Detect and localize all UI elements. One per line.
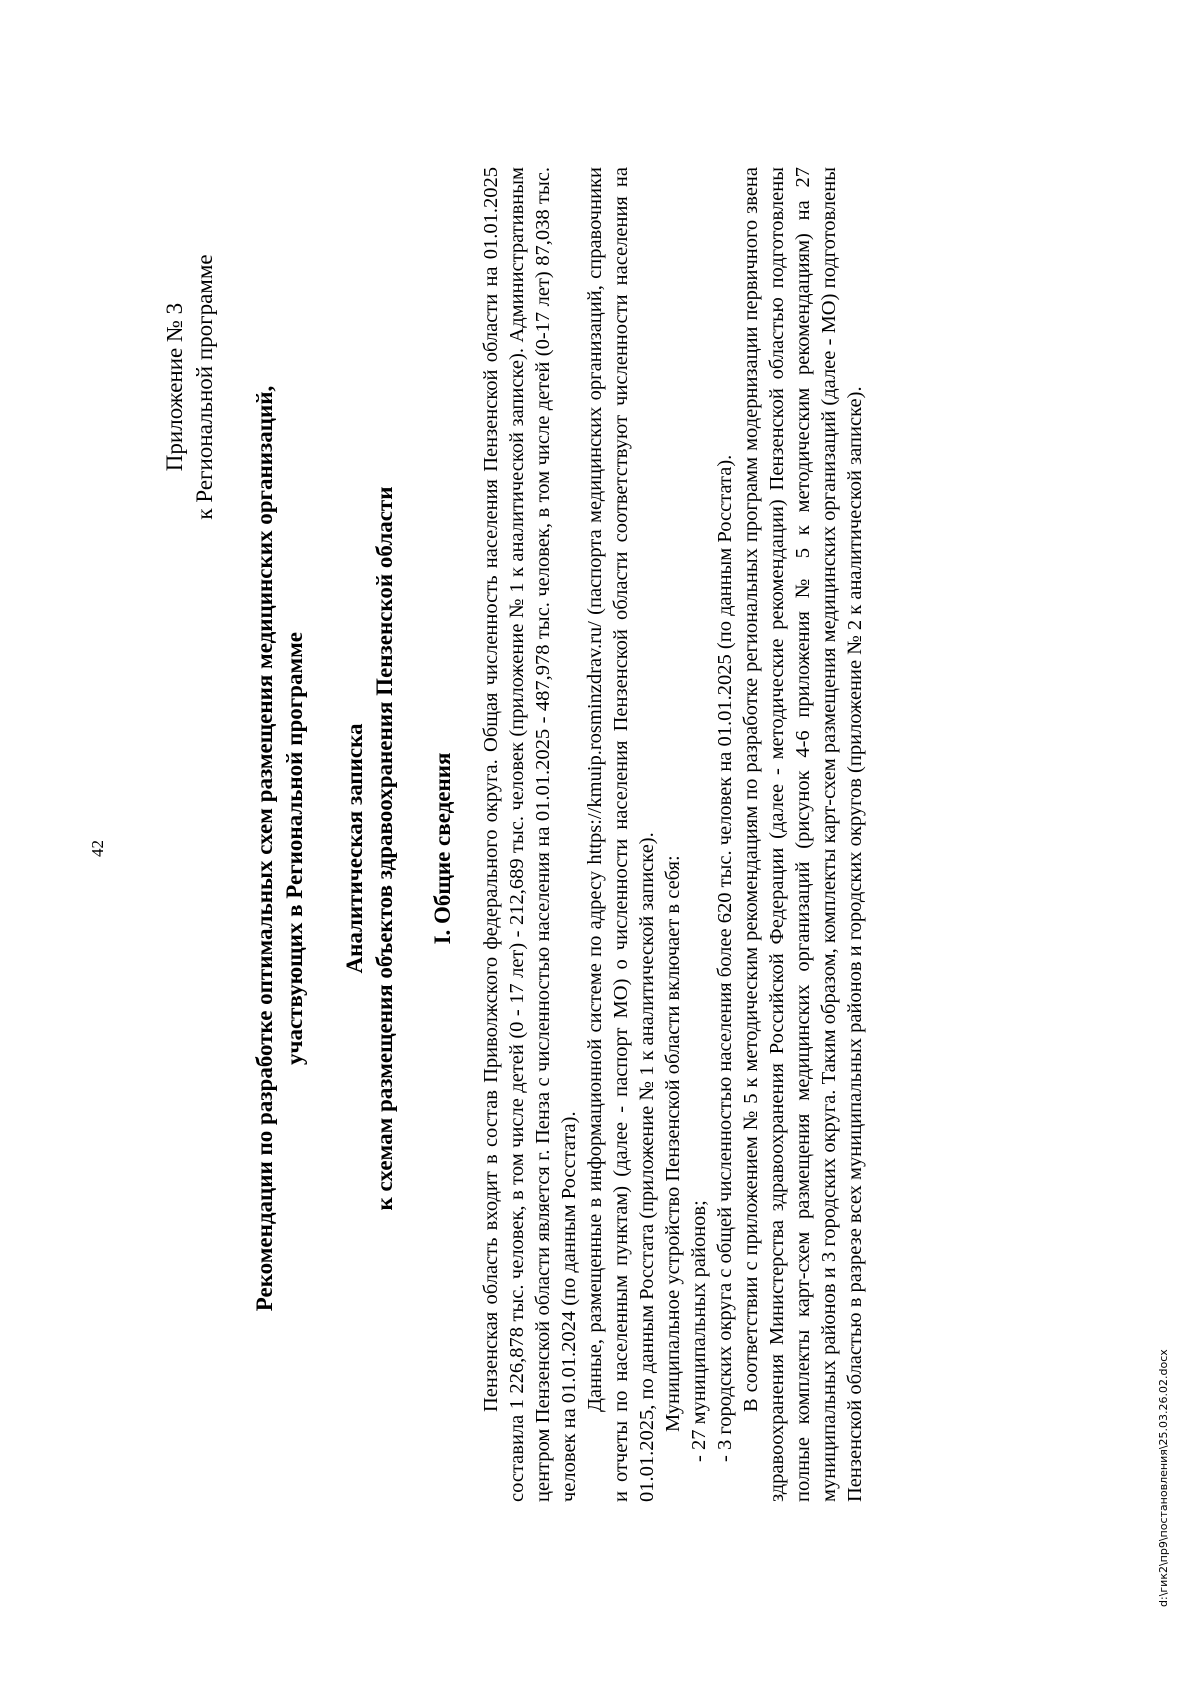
file-path-footer: d:\гик2\пр9\постановления\25.03.26.02.docx — [1157, 1349, 1170, 1607]
document-title-line-2: участвующих в Региональной программе — [282, 631, 307, 1066]
list-item-city-districts: - 3 городских округа с общей численностью населения более 620 тыс. человек на 01.01.2025 (по данным Росстата). — [714, 454, 736, 1462]
paragraph-municipal-structure: Муниципальное устройство Пензенской области включает в себя: — [662, 855, 684, 1432]
paragraph-population: Пензенская область входит в состав Приволжского федерального округа. Общая численность населения Пензенской области на 01.01.2025 составила 1 226,878 тыс. человек, в том числе детей (0 - 17 лет) - 212,689 тыс. человек (приложение № 1 к аналитической записке). Административным центром Пензенской области является г. Пенза с численностью населения на 01.01.2025 - 487,978 тыс. человек, в том числе детей (0-17 лет) 87,038 тыс. человек на 01.01.2024 (по данным Росстата). — [480, 167, 580, 1502]
paragraph-map-schemes: В соответствии с приложением № 5 к методическим рекомендациям по разработке региональных программ модернизации первичного звена здравоохранения Министерства здравоохранения Российской Федерации (далее - методические рекомендации) Пензенской областью подготовлены полные комплекты карт-схем размещения медицинских организаций (рисунок 4-6 приложения № 5 к методическим рекомендациям) на 27 муниципальных районов и 3 городских округа. Таким образом, комплекты карт-схем размещения медицинских организаций (далее - МО) подготовлены Пензенской областью в разрезе всех муниципальных районов и городских округов (приложение № 2 к аналитической записке). — [740, 167, 866, 1502]
appendix-line-2: к Региональной программе — [192, 254, 217, 520]
document-title — [250, 0, 310, 1697]
body-text — [478, 167, 868, 1502]
note-title-line-1: Аналитическая записка — [342, 723, 367, 974]
list-item-districts: - 27 муниципальных районов; — [688, 1200, 710, 1462]
section-heading: I. Общие сведения — [430, 752, 455, 945]
paragraph-data-source: Данные, размещенные в информационной системе по адресу https://kmuip.rosminzdrav.ru/ (паспорта медицинских организаций, справочники и отчеты по населенным пунктам) (далее - паспорт МО) о численности населения Пензенской области соответствуют численности населения на 01.01.2025, по данным Росстата (приложение № 1 к аналитической записке). — [584, 167, 658, 1502]
appendix-line-1: Приложение № 3 — [162, 302, 187, 472]
appendix-reference — [160, 107, 220, 667]
note-title-line-2: к схемам размещения объектов здравоохранения Пензенской области — [372, 486, 397, 1211]
document-title-line-1: Рекомендации по разработке оптимальных схем размещения медицинских организаций, — [252, 385, 277, 1312]
page-number: 42 — [88, 840, 107, 857]
note-title — [340, 0, 400, 1697]
